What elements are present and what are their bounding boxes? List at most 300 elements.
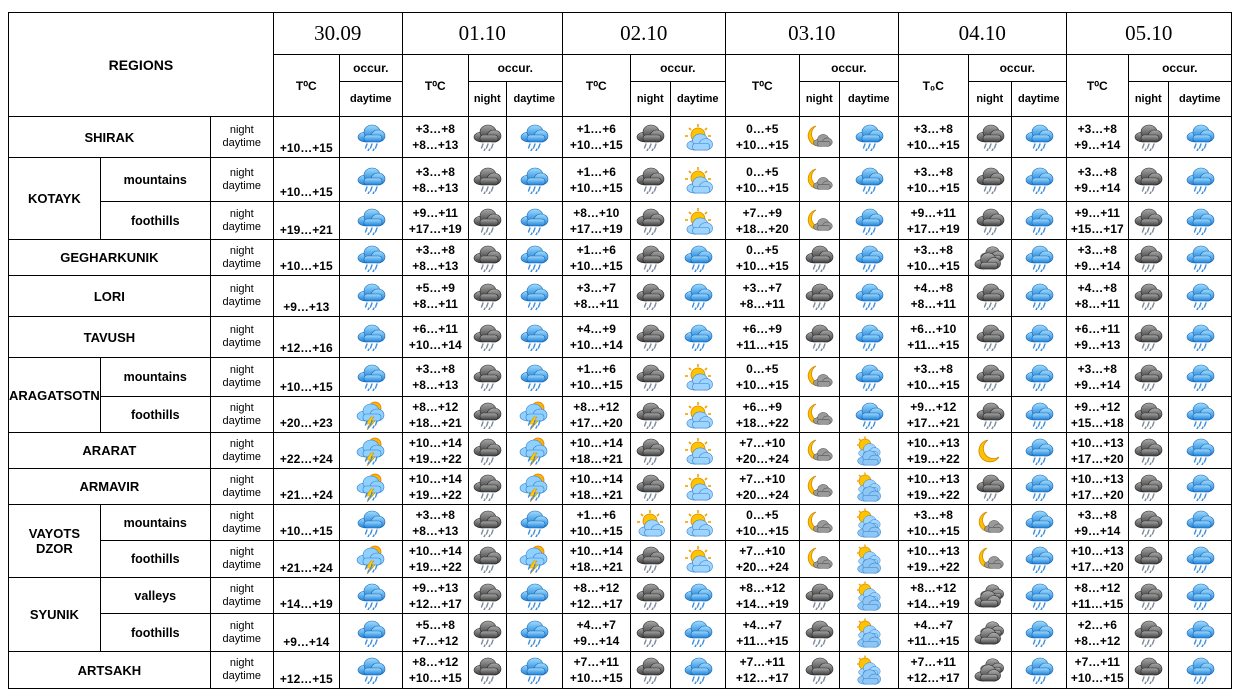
- daytime-header: daytime: [1011, 82, 1066, 117]
- day-weather-cell: [839, 397, 898, 433]
- cloud-rain-icon: [472, 582, 502, 610]
- day-weather-cell: [506, 578, 562, 614]
- day-weather-cell: [1168, 541, 1231, 578]
- day-temp: +10…+15: [569, 180, 623, 195]
- day-temp: +14…+19: [735, 596, 789, 611]
- night-temp: 0…+5: [746, 507, 779, 522]
- night-weather-cell: [968, 541, 1011, 578]
- rain-icon: [519, 656, 549, 684]
- cloud-rain-icon: [1133, 656, 1163, 684]
- night-weather-cell: [1128, 433, 1168, 469]
- temperature-cell: [898, 240, 968, 276]
- night-weather-cell: [1128, 240, 1168, 276]
- temperature-cell: [562, 433, 630, 469]
- day-weather-cell: [506, 505, 562, 541]
- rain-icon: [1024, 401, 1054, 429]
- night-temp: +3…+8: [913, 242, 953, 257]
- rain-icon: [1024, 207, 1054, 235]
- day-temp: +12…+17: [735, 671, 789, 685]
- daytime-header: daytime: [506, 82, 562, 117]
- temperature-cell: [725, 505, 799, 541]
- temperature-cell: [898, 397, 968, 433]
- night-temp: +4…+9: [576, 322, 616, 336]
- night-temp: +7…+10: [739, 471, 786, 486]
- night-temp: 0…+5: [746, 362, 779, 376]
- night-weather-cell: [1128, 317, 1168, 358]
- moon-cloud-icon: [804, 545, 834, 573]
- temperature-cell: [562, 614, 630, 652]
- thunderstorm-icon: [356, 544, 386, 574]
- night-temp: +3…+8: [913, 122, 953, 136]
- partly-cloudy-icon: [854, 544, 884, 574]
- cloud-rain-icon: [975, 123, 1005, 151]
- day-weather-cell: [839, 202, 898, 240]
- occur-header: occur.: [968, 55, 1066, 82]
- day-temp: +10…+14: [408, 338, 462, 352]
- day-weather-cell: [839, 652, 898, 689]
- region-name: ARTSAKH: [9, 652, 211, 689]
- cloud-rain-icon: [635, 656, 665, 684]
- rain-icon: [1185, 363, 1215, 391]
- night-weather-cell: [630, 614, 670, 652]
- rain-icon: [854, 401, 884, 429]
- day-temp: +10…+15: [408, 671, 462, 685]
- day-weather-cell: [1011, 614, 1066, 652]
- night-weather-cell: [630, 652, 670, 689]
- cloud-rain-icon: [472, 207, 502, 235]
- temperature-cell: [1066, 317, 1128, 358]
- moon-cloud-icon: [804, 473, 834, 501]
- temperature-cell: [273, 469, 339, 505]
- temperature-cell: [402, 469, 468, 505]
- night-label: night: [229, 324, 254, 336]
- night-weather-cell: [1128, 397, 1168, 433]
- temperature-cell: [402, 614, 468, 652]
- region-name: ARARAT: [9, 433, 211, 469]
- night-temp: +3…+8: [913, 362, 953, 376]
- day-weather-cell: [506, 117, 562, 158]
- day-weather-cell: [1011, 240, 1066, 276]
- night-temp: +8…+12: [573, 399, 620, 414]
- day-weather-cell: [506, 397, 562, 433]
- period-labels: [210, 578, 273, 614]
- night-temp: +9…+13: [412, 580, 459, 595]
- night-temp: +7…+11: [910, 655, 956, 669]
- moon-cloud-icon: [804, 363, 834, 391]
- day-temp: +9…+13: [283, 300, 330, 314]
- temperature-cell: [1066, 541, 1128, 578]
- date-header: 30.09: [273, 13, 402, 55]
- cloud-rain-icon: [635, 282, 665, 310]
- day-weather-cell: [1168, 276, 1231, 317]
- subregion-name: mountains: [100, 358, 210, 397]
- day-weather-cell: [670, 158, 725, 202]
- subregion-name: mountains: [100, 158, 210, 202]
- region-row: [9, 433, 1232, 469]
- temperature-cell: [273, 358, 339, 397]
- day-weather-cell: [670, 652, 725, 689]
- rain-icon: [683, 619, 713, 647]
- day-temp: +20…+24: [735, 560, 789, 574]
- temperature-cell: [1066, 505, 1128, 541]
- moon-icon: [975, 437, 1005, 465]
- temperature-cell: [273, 158, 339, 202]
- sun-cloud-icon: [683, 363, 713, 391]
- night-weather-cell: [630, 469, 670, 505]
- partly-cloudy-icon: [854, 436, 884, 466]
- night-weather-cell: [799, 541, 839, 578]
- region-name: SYUNIK: [9, 578, 101, 652]
- night-weather-cell: [968, 469, 1011, 505]
- day-temp: +17…+20: [569, 415, 623, 430]
- cloud-rain-icon: [1133, 166, 1163, 194]
- night-weather-cell: [468, 240, 506, 276]
- day-temp: +10…+15: [906, 180, 960, 195]
- rain-icon: [519, 509, 549, 537]
- day-temp: +10…+15: [569, 258, 623, 273]
- day-weather-cell: [670, 317, 725, 358]
- cloud-rain-icon: [804, 244, 834, 272]
- rain-icon: [519, 282, 549, 310]
- cloud-rain-icon: [635, 437, 665, 465]
- cloud-rain-icon: [472, 282, 502, 310]
- night-temp: +10…+14: [569, 544, 623, 558]
- day-weather-cell: [1011, 469, 1066, 505]
- day-weather-cell: [839, 158, 898, 202]
- region-row: [9, 469, 1232, 505]
- rain-icon: [854, 244, 884, 272]
- day-temp: +9…+14: [573, 633, 620, 648]
- day-weather-cell: [670, 202, 725, 240]
- night-weather-cell: [1128, 652, 1168, 689]
- partly-cloudy-icon: [854, 655, 884, 685]
- night-temp: +2…+6: [1077, 617, 1117, 632]
- day-weather-cell: [1011, 202, 1066, 240]
- thunderstorm-icon: [519, 472, 549, 502]
- day-weather-cell: [839, 240, 898, 276]
- day-temp: +9…+14: [1074, 378, 1121, 392]
- day-weather-cell: [506, 202, 562, 240]
- thunderstorm-icon: [356, 436, 386, 466]
- day-weather-cell: [506, 469, 562, 505]
- day-temp: +17…+20: [1070, 487, 1124, 502]
- night-weather-cell: [468, 117, 506, 158]
- night-temp: +10…+14: [408, 544, 462, 558]
- day-temp: +10…+15: [569, 378, 623, 392]
- day-weather-cell: [670, 276, 725, 317]
- night-temp: +5…+9: [415, 281, 455, 295]
- night-weather-cell: [630, 505, 670, 541]
- period-labels: [210, 541, 273, 578]
- night-temp: +3…+8: [415, 122, 455, 136]
- partly-cloudy-icon: [854, 618, 884, 648]
- sun-cloud-icon: [683, 123, 713, 151]
- temperature-cell: [725, 652, 799, 689]
- night-temp: +10…+13: [906, 471, 960, 486]
- day-temp: +8…+12: [1074, 633, 1121, 648]
- occur-header: occur.: [1128, 55, 1231, 82]
- day-weather-cell: [839, 117, 898, 158]
- temperature-cell: [898, 358, 968, 397]
- date-header: 01.10: [402, 13, 562, 55]
- day-temp: +10…+15: [735, 138, 789, 152]
- day-weather-cell: [1011, 117, 1066, 158]
- day-temp: +10…+15: [735, 180, 789, 195]
- rain-icon: [356, 244, 386, 272]
- temp-header: T⁰C: [1066, 55, 1128, 117]
- rain-icon: [1185, 323, 1215, 351]
- temperature-cell: [898, 652, 968, 689]
- night-weather-cell: [630, 240, 670, 276]
- temperature-cell: [562, 202, 630, 240]
- night-weather-cell: [1128, 541, 1168, 578]
- rain-icon: [1185, 244, 1215, 272]
- rain-icon: [854, 123, 884, 151]
- day-temp: +18…+21: [569, 487, 623, 502]
- thunderstorm-icon: [519, 544, 549, 574]
- region-row: [9, 505, 1232, 541]
- temperature-cell: [725, 158, 799, 202]
- temperature-cell: [562, 317, 630, 358]
- temperature-cell: [402, 317, 468, 358]
- day-temp: +9…+13: [1074, 338, 1121, 352]
- rain-icon: [1024, 545, 1054, 573]
- cloud-rain-icon: [804, 323, 834, 351]
- temperature-cell: [562, 578, 630, 614]
- night-temp: +4…+7: [742, 617, 782, 632]
- day-temp: +10…+14: [569, 338, 623, 352]
- day-weather-cell: [1011, 541, 1066, 578]
- day-weather-cell: [839, 358, 898, 397]
- rain-icon: [1024, 473, 1054, 501]
- temperature-cell: [273, 433, 339, 469]
- night-weather-cell: [630, 158, 670, 202]
- date-header: 05.10: [1066, 13, 1231, 55]
- night-temp: +8…+10: [573, 205, 620, 220]
- day-weather-cell: [670, 469, 725, 505]
- day-temp: +19…+22: [906, 451, 960, 466]
- cloud-rain-icon: [975, 207, 1005, 235]
- moon-cloud-icon: [804, 166, 834, 194]
- temperature-cell: [898, 117, 968, 158]
- cloud-icon: [973, 582, 1007, 610]
- day-weather-cell: [1011, 276, 1066, 317]
- day-weather-cell: [339, 541, 402, 578]
- night-weather-cell: [468, 202, 506, 240]
- region-name: KOTAYK: [9, 158, 101, 240]
- night-weather-cell: [1128, 158, 1168, 202]
- temperature-cell: [725, 317, 799, 358]
- day-temp: +12…+17: [569, 596, 623, 611]
- day-weather-cell: [670, 614, 725, 652]
- daytime-label: daytime: [222, 632, 262, 645]
- day-temp: +12…+17: [408, 596, 462, 611]
- night-weather-cell: [630, 541, 670, 578]
- night-weather-cell: [968, 317, 1011, 358]
- occur-header: occur.: [799, 55, 898, 82]
- temperature-cell: [562, 158, 630, 202]
- night-weather-cell: [468, 317, 506, 358]
- temperature-cell: [402, 652, 468, 689]
- day-weather-cell: [339, 505, 402, 541]
- day-temp: +11…+15: [736, 633, 789, 648]
- temperature-cell: [562, 541, 630, 578]
- night-weather-cell: [630, 578, 670, 614]
- night-temp: +3…+7: [576, 281, 616, 295]
- night-temp: +4…+7: [576, 617, 616, 632]
- temperature-cell: [898, 505, 968, 541]
- cloud-rain-icon: [1133, 363, 1163, 391]
- night-label: night: [229, 166, 254, 179]
- partly-cloudy-icon: [854, 581, 884, 611]
- rain-icon: [519, 123, 549, 151]
- day-temp: +17…+20: [1070, 451, 1124, 466]
- sun-cloud-icon: [683, 509, 713, 537]
- cloud-rain-icon: [635, 582, 665, 610]
- region-row: [9, 397, 1232, 433]
- night-temp: +3…+8: [1077, 507, 1117, 522]
- rain-icon: [1024, 166, 1054, 194]
- day-weather-cell: [670, 505, 725, 541]
- period-labels: [210, 240, 273, 276]
- rain-icon: [1185, 282, 1215, 310]
- night-weather-cell: [799, 158, 839, 202]
- temp-header: T⁰C: [273, 55, 339, 117]
- day-weather-cell: [339, 578, 402, 614]
- temperature-cell: [898, 158, 968, 202]
- day-temp: +18…+21: [569, 560, 623, 574]
- day-temp: +19…+21: [279, 223, 333, 237]
- rain-icon: [519, 323, 549, 351]
- night-label: night: [229, 124, 254, 136]
- cloud-rain-icon: [635, 619, 665, 647]
- day-temp: +10…+15: [906, 258, 960, 273]
- cloud-rain-icon: [975, 363, 1005, 391]
- night-temp: +7…+11: [1074, 655, 1120, 669]
- day-temp: +8…+13: [412, 258, 459, 273]
- period-labels: [210, 433, 273, 469]
- sun-cloud-icon: [683, 545, 713, 573]
- night-weather-cell: [1128, 358, 1168, 397]
- day-temp: +10…+15: [735, 523, 789, 538]
- cloud-rain-icon: [804, 582, 834, 610]
- cloud-rain-icon: [472, 545, 502, 573]
- day-temp: +8…+11: [573, 297, 619, 311]
- night-temp: +3…+8: [913, 164, 953, 179]
- night-weather-cell: [630, 397, 670, 433]
- daytime-label: daytime: [222, 377, 262, 389]
- day-temp: +8…+13: [412, 378, 459, 392]
- night-header: night: [1128, 82, 1168, 117]
- night-temp: +1…+6: [576, 507, 616, 522]
- rain-icon: [519, 207, 549, 235]
- cloud-rain-icon: [804, 282, 834, 310]
- rain-icon: [519, 582, 549, 610]
- day-temp: +10…+15: [735, 378, 789, 392]
- night-weather-cell: [468, 541, 506, 578]
- temperature-cell: [562, 358, 630, 397]
- night-weather-cell: [468, 433, 506, 469]
- sun-cloud-icon: [683, 401, 713, 429]
- night-temp: +3…+8: [913, 507, 953, 522]
- temperature-cell: [725, 117, 799, 158]
- night-weather-cell: [799, 505, 839, 541]
- temperature-cell: [1066, 276, 1128, 317]
- rain-icon: [1024, 323, 1054, 351]
- daytime-label: daytime: [222, 257, 262, 270]
- night-weather-cell: [468, 614, 506, 652]
- night-temp: +9…+11: [412, 205, 458, 220]
- night-weather-cell: [799, 614, 839, 652]
- cloud-rain-icon: [1133, 619, 1163, 647]
- sun-cloud-icon: [683, 473, 713, 501]
- day-temp: +8…+13: [412, 138, 459, 152]
- night-temp: +5…+8: [415, 617, 455, 632]
- period-labels: [210, 652, 273, 689]
- day-temp: +15…+17: [1070, 221, 1124, 236]
- night-header: night: [799, 82, 839, 117]
- rain-icon: [1024, 619, 1054, 647]
- rain-icon: [1024, 244, 1054, 272]
- rain-icon: [1024, 437, 1054, 465]
- night-weather-cell: [799, 469, 839, 505]
- night-weather-cell: [799, 240, 839, 276]
- night-temp: +8…+12: [910, 580, 957, 595]
- temperature-cell: [898, 614, 968, 652]
- rain-icon: [356, 582, 386, 610]
- temperature-cell: [273, 317, 339, 358]
- daytime-header: daytime: [839, 82, 898, 117]
- temperature-cell: [402, 397, 468, 433]
- day-temp: +9…+14: [1074, 180, 1121, 195]
- rain-icon: [519, 619, 549, 647]
- occur-header: occur.: [468, 55, 562, 82]
- day-temp: +14…+19: [906, 596, 960, 611]
- region-row: [9, 358, 1232, 397]
- day-weather-cell: [1168, 614, 1231, 652]
- day-temp: +18…+22: [735, 415, 789, 430]
- night-temp: +3…+8: [415, 164, 455, 179]
- night-temp: +3…+7: [742, 281, 782, 295]
- night-temp: +6…+10: [910, 322, 957, 336]
- night-temp: +9…+11: [910, 205, 956, 220]
- region-row: [9, 240, 1232, 276]
- day-weather-cell: [1168, 433, 1231, 469]
- day-temp: +12…+17: [906, 671, 960, 685]
- rain-icon: [356, 323, 386, 351]
- rain-icon: [683, 582, 713, 610]
- region-name: ARMAVIR: [9, 469, 211, 505]
- temperature-cell: [1066, 433, 1128, 469]
- temperature-cell: [402, 541, 468, 578]
- night-weather-cell: [799, 317, 839, 358]
- moon-cloud-icon: [804, 123, 834, 151]
- night-weather-cell: [468, 397, 506, 433]
- cloud-rain-icon: [1133, 244, 1163, 272]
- temperature-cell: [1066, 397, 1128, 433]
- sun-cloud-icon: [635, 509, 665, 537]
- cloud-rain-icon: [635, 473, 665, 501]
- day-temp: +10…+15: [279, 185, 333, 199]
- night-temp: +10…+13: [1070, 544, 1124, 558]
- night-weather-cell: [468, 505, 506, 541]
- night-weather-cell: [468, 652, 506, 689]
- cloud-rain-icon: [1133, 282, 1163, 310]
- night-temp: +8…+12: [1074, 580, 1121, 595]
- period-labels: [210, 358, 273, 397]
- cloud-rain-icon: [1133, 582, 1163, 610]
- rain-icon: [1024, 509, 1054, 537]
